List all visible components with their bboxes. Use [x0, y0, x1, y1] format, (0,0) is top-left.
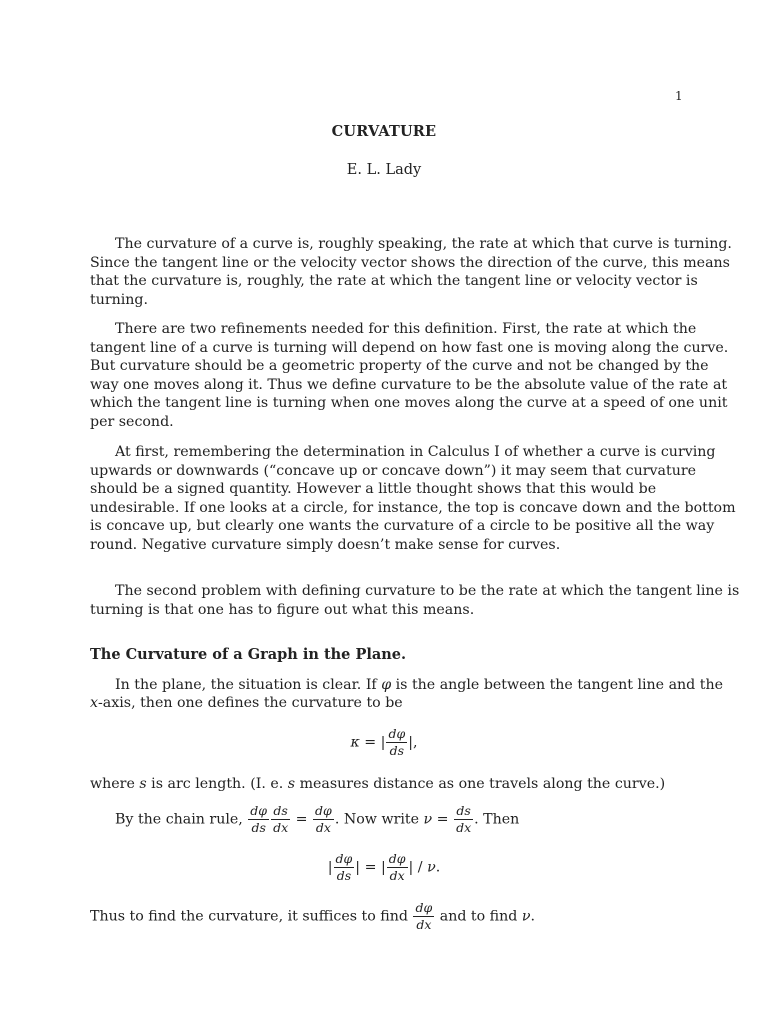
kappa-lhs: κ = | — [350, 734, 386, 751]
final-text: Thus to find the curvature, it suffices to find — [90, 908, 413, 925]
fraction — [387, 852, 408, 883]
paragraph-1 — [90, 235, 732, 309]
fraction-numerator: ds — [456, 803, 471, 818]
paragraph-line: upwards or downwards (“concave up or concave down”) it may seem that curvature — [90, 462, 697, 479]
paragraph-line: round. Negative curvature simply doesn’t make sense for curves. — [90, 536, 561, 553]
where-text: is arc length. (I. e. — [146, 776, 288, 792]
phi-symbol: φ — [381, 677, 392, 693]
intro-text: -axis, then one defines the curvature to be — [98, 695, 403, 711]
s-symbol: s — [139, 776, 147, 792]
section-intro-line-2 — [90, 695, 403, 711]
nu-symbol: ν — [423, 811, 433, 828]
paragraph-line: Since the tangent line or the velocity vector shows the direction of the curve, this means — [90, 254, 730, 271]
chain-text: . Now write — [334, 811, 424, 828]
fraction-denominator: dx — [389, 868, 405, 883]
final-text: and to find — [435, 908, 522, 925]
paper-author: E. L. Lady — [346, 162, 422, 178]
fraction-numerator: ds — [273, 803, 288, 818]
nu-symbol: ν — [521, 908, 531, 925]
fraction — [313, 804, 334, 835]
x-symbol: x — [90, 695, 99, 711]
equals-sign: = — [432, 811, 454, 828]
fraction — [271, 804, 290, 835]
fraction-denominator: dx — [315, 820, 331, 835]
intro-text: In the plane, the situation is clear. If — [115, 677, 382, 693]
fraction-denominator: ds — [336, 868, 352, 883]
paragraph-4 — [90, 582, 740, 619]
paragraph-line: that the curvature is, roughly, the rate at which the tangent line or velocity vector is — [90, 273, 698, 290]
fraction-numerator: dφ — [388, 726, 406, 741]
paragraph-2 — [90, 320, 729, 432]
paragraph-line: is concave up, but clearly one wants the curvature of a circle to be positive all the way — [90, 518, 715, 535]
where-text: where — [90, 776, 140, 792]
abs-close: | / — [408, 859, 428, 876]
where-line — [90, 776, 665, 792]
section-heading: The Curvature of a Graph in the Plane. — [90, 646, 407, 663]
paragraph-line: turning is that one has to figure out what this means. — [90, 601, 475, 618]
equals-sign: = — [291, 811, 313, 828]
paragraph-line: There are two refinements needed for this definition. First, the rate at which the — [115, 321, 697, 337]
fraction — [334, 852, 355, 883]
paper-title: CURVATURE — [331, 123, 437, 140]
paragraph-line: way one moves along it. Thus we define curvature to be the absolute value of the rate at — [90, 376, 728, 393]
fraction-denominator: dx — [273, 820, 289, 835]
fraction-numerator: dφ — [415, 900, 433, 915]
paragraph-line: At first, remembering the determination in Calculus I of whether a curve is curving — [115, 444, 716, 460]
section-intro-line-1 — [115, 677, 723, 693]
paragraph-line: undesirable. If one looks at a circle, for instance, the top is concave down and the bottom — [90, 499, 736, 516]
fraction-denominator: ds — [251, 820, 266, 835]
kappa-rhs: |, — [408, 734, 418, 751]
paragraph-line: The second problem with defining curvature to be the rate at which the tangent line is — [115, 583, 740, 599]
abs-mid: | = | — [355, 859, 386, 876]
abs-bar: | — [327, 859, 333, 876]
kappa-equation — [0, 727, 768, 758]
paragraph-line: tangent line of a curve is turning will depend on how fast one is moving along the curve. — [90, 339, 729, 356]
paragraph-3 — [90, 443, 736, 555]
fraction-numerator: dφ — [388, 851, 406, 866]
where-text: measures distance as one travels along the curve.) — [295, 776, 666, 792]
paragraph-line: turning. — [90, 291, 149, 308]
intro-text: is the angle between the tangent line and the — [391, 677, 724, 693]
chain-rule-line — [115, 804, 519, 835]
abs-equation — [0, 852, 768, 883]
fraction-numerator: dφ — [315, 803, 332, 818]
fraction-denominator: dx — [416, 917, 432, 932]
fraction — [386, 727, 407, 758]
period: . — [530, 908, 536, 925]
chain-text: By the chain rule, — [115, 811, 248, 828]
paragraph-line: But curvature should be a geometric property of the curve and not be changed by the — [90, 358, 709, 375]
fraction-denominator: dx — [456, 820, 472, 835]
final-line — [90, 901, 535, 932]
fraction — [454, 804, 473, 835]
fraction-numerator: dφ — [335, 851, 353, 866]
fraction — [413, 901, 434, 932]
fraction — [248, 804, 269, 835]
period: . — [435, 859, 441, 876]
page-number: 1 — [675, 89, 683, 103]
chain-text: . Then — [474, 811, 520, 828]
nu-symbol: ν — [427, 859, 436, 876]
fraction-numerator: dφ — [250, 803, 268, 818]
paragraph-line: per second. — [90, 413, 174, 430]
paragraph-line: which the tangent line is turning when one moves along the curve at a speed of one unit — [90, 395, 728, 412]
s-symbol: s — [287, 776, 296, 792]
fraction-denominator: ds — [389, 743, 405, 758]
paragraph-line: The curvature of a curve is, roughly speaking, the rate at which that curve is turning. — [115, 236, 732, 252]
paragraph-line: should be a signed quantity. However a little thought shows that this would be — [90, 481, 657, 498]
